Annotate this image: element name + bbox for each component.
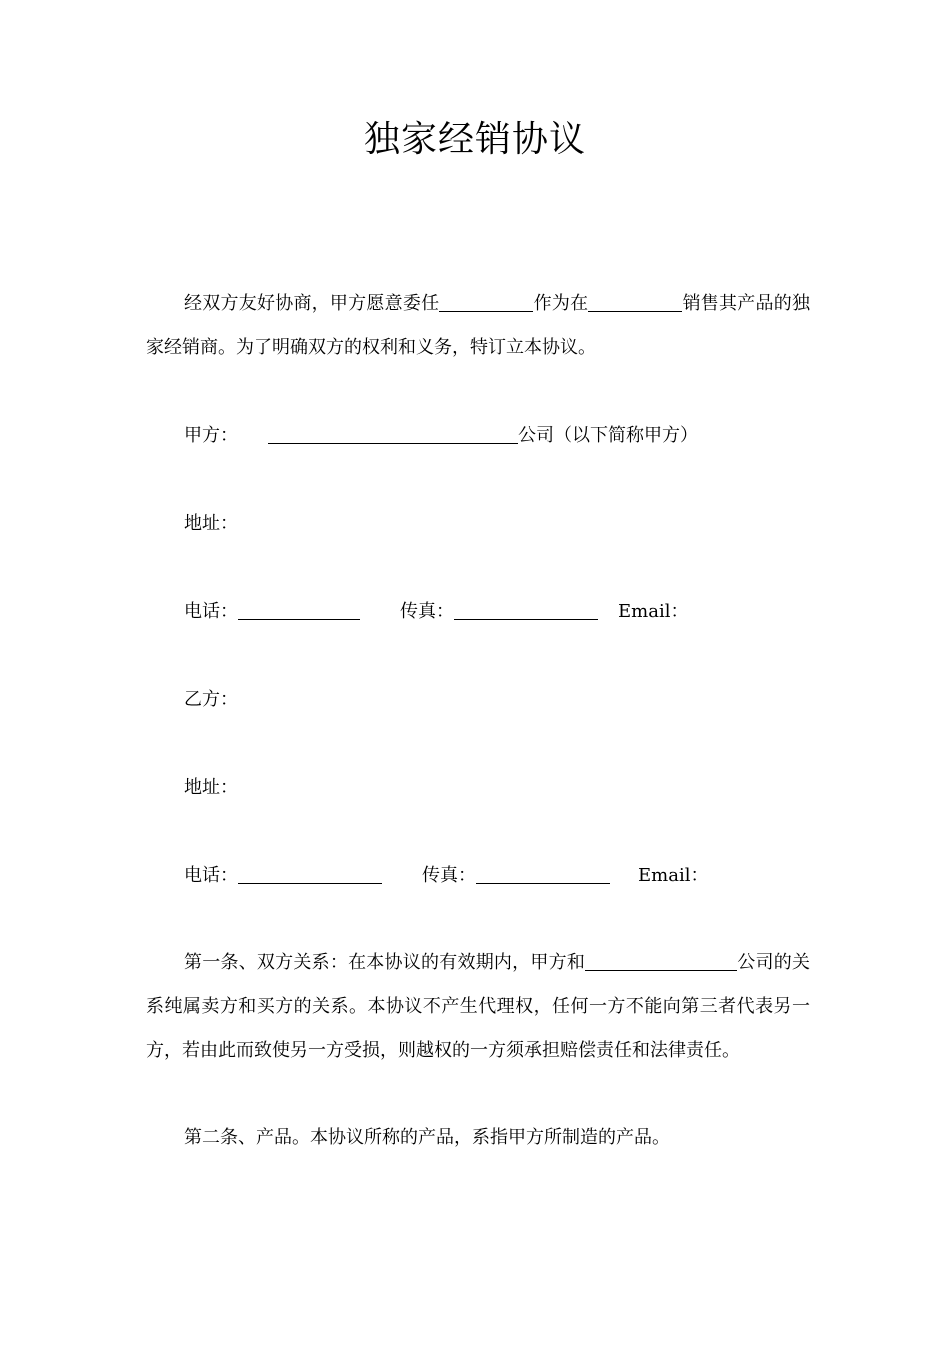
- party-b-address: [184, 774, 238, 802]
- document-title: 独家经销协议: [363, 119, 586, 160]
- party-a-address-label: 地址：: [184, 513, 238, 534]
- article-1-paragraph: [146, 941, 810, 1073]
- party-a-fax-label: 传真：: [400, 601, 454, 622]
- intro-paragraph: [146, 282, 810, 370]
- party-a-fax-blank[interactable]: [454, 601, 598, 620]
- article-2-paragraph: [146, 1116, 810, 1160]
- party-a-name-blank[interactable]: [268, 425, 518, 444]
- territory-blank[interactable]: [588, 293, 682, 312]
- company-blank[interactable]: [585, 952, 737, 971]
- article-1-text-2: 公司的关系纯属卖方和买方的关系。本协议不产生代理权，任何一方不能向第三者代表另一方，若由此而致使另一方受损，则越权的一方须承担赔偿责任和法律责任。: [146, 952, 811, 1061]
- party-b-phone-blank[interactable]: [238, 865, 382, 884]
- party-b-fax-label: 传真：: [422, 865, 476, 886]
- article-1-text-1: 第一条、双方关系：在本协议的有效期内，甲方和: [184, 952, 586, 973]
- intro-text-2: 作为在: [533, 293, 589, 314]
- party-b-address-label: 地址：: [184, 777, 238, 798]
- appointee-blank[interactable]: [439, 293, 533, 312]
- party-a-phone-blank[interactable]: [238, 601, 360, 620]
- party-a-email-label: Email：: [618, 601, 689, 622]
- party-b-phone-label: 电话：: [184, 865, 238, 886]
- article-2-text: 第二条、产品。本协议所称的产品，系指甲方所制造的产品。: [184, 1127, 670, 1148]
- party-a-phone-label: 电话：: [184, 601, 238, 622]
- party-b-label: 乙方：: [184, 689, 238, 710]
- party-b-email-label: Email：: [638, 865, 709, 886]
- party-a-contact-line: [184, 598, 688, 626]
- party-b-fax-blank[interactable]: [476, 865, 610, 884]
- intro-text-3: 销售其产品的独家经销商。为了明确双方的权利和义务，特订立本协议。: [146, 293, 811, 358]
- party-a-line: [184, 422, 698, 450]
- intro-text-1: 经双方友好协商，甲方愿意委任: [184, 293, 440, 314]
- party-b-contact-line: [184, 862, 708, 890]
- party-b-line: [184, 686, 238, 714]
- party-a-address: [184, 510, 238, 538]
- party-a-suffix: 公司（以下简称甲方）: [518, 425, 698, 446]
- party-a-label: 甲方：: [184, 425, 238, 446]
